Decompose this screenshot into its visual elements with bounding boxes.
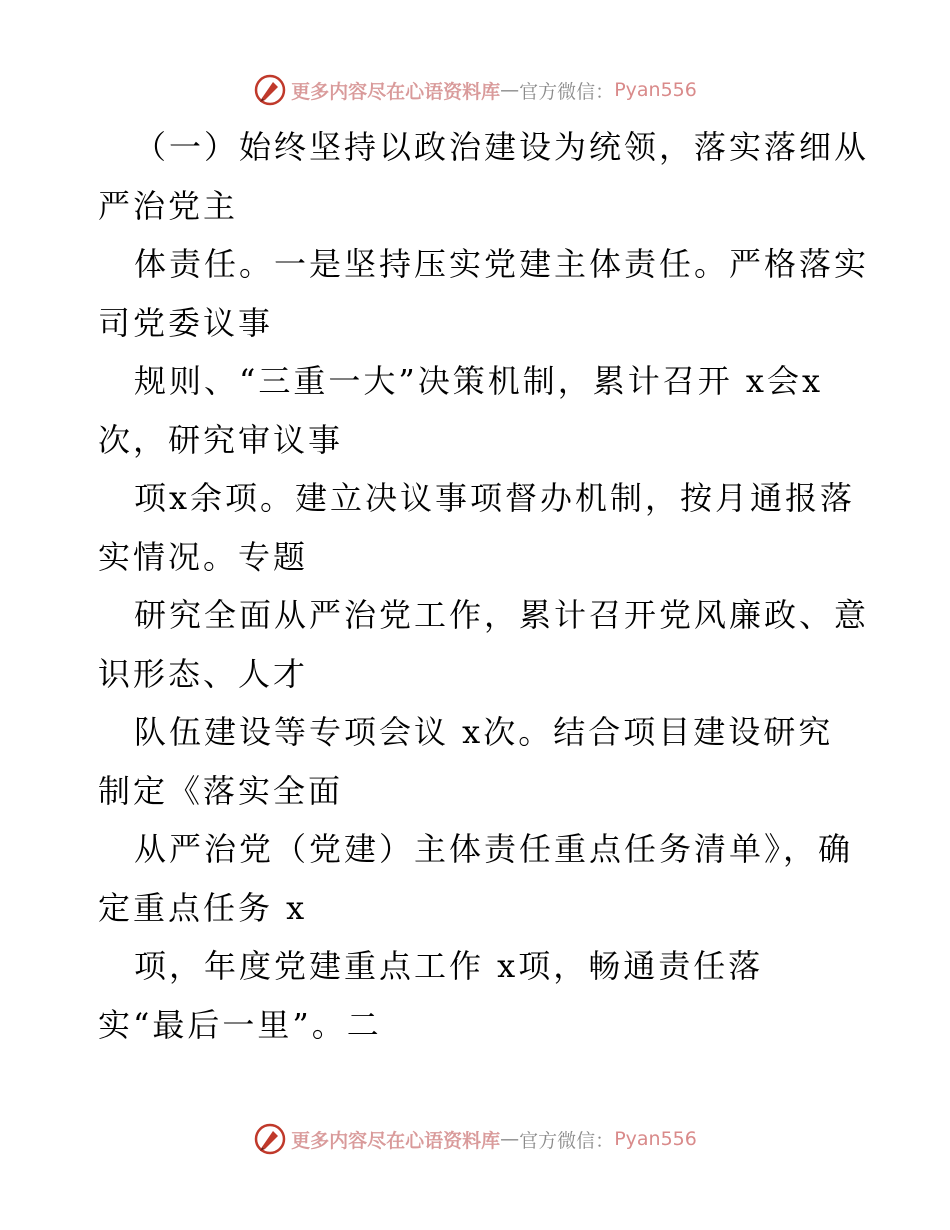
document-body xyxy=(98,118,870,1054)
pen-nib-logo-icon xyxy=(253,1122,287,1156)
body-line: 队伍建设等专项会议 x次。结合项目建设研究 xyxy=(134,713,834,751)
footer-separator: — xyxy=(500,1128,520,1150)
body-line: 体责任。一是坚持压实党建主体责任。严格落实 xyxy=(134,245,870,283)
body-line: 实“最后一里”。二 xyxy=(98,1005,382,1044)
body-line: 项x余项。建立决议事项督办机制，按月通报落 xyxy=(134,479,856,517)
body-line: 从严治党（党建）主体责任重点任务清单》，确 xyxy=(134,830,854,868)
body-line: 实情况。专题 xyxy=(98,537,309,576)
body-line: 规则、“三重一大”决策机制，累计召开 x会x xyxy=(134,362,823,400)
body-line: 次，研究审议事 xyxy=(98,420,344,459)
header-contact-id: Pyan556 xyxy=(614,79,697,101)
body-line: 严治党主 xyxy=(98,186,239,225)
header-banner xyxy=(0,70,950,110)
body-line: 研究全面从严治党工作，累计召开党风廉政、意 xyxy=(134,596,870,634)
body-line: 制定《落实全面 xyxy=(98,771,344,810)
header-site-text: 更多内容尽在心语资料库 xyxy=(291,80,501,103)
footer-banner xyxy=(0,1119,950,1159)
body-line: 项，年度党建重点工作 x项，畅通责任落 xyxy=(134,947,764,985)
body-line: （一）始终坚持以政治建设为统领，落实落细从 xyxy=(134,128,870,166)
header-contact-text: 官方微信： xyxy=(519,80,615,103)
body-line: 定重点任务 x xyxy=(98,888,308,927)
footer-contact-text: 官方微信： xyxy=(519,1129,615,1152)
body-line: 识形态、人才 xyxy=(98,654,309,693)
footer-contact-id: Pyan556 xyxy=(614,1128,697,1150)
pen-nib-logo-icon xyxy=(253,73,287,107)
body-line: 司党委议事 xyxy=(98,303,274,342)
footer-site-text: 更多内容尽在心语资料库 xyxy=(291,1129,501,1152)
header-separator: — xyxy=(500,79,520,101)
